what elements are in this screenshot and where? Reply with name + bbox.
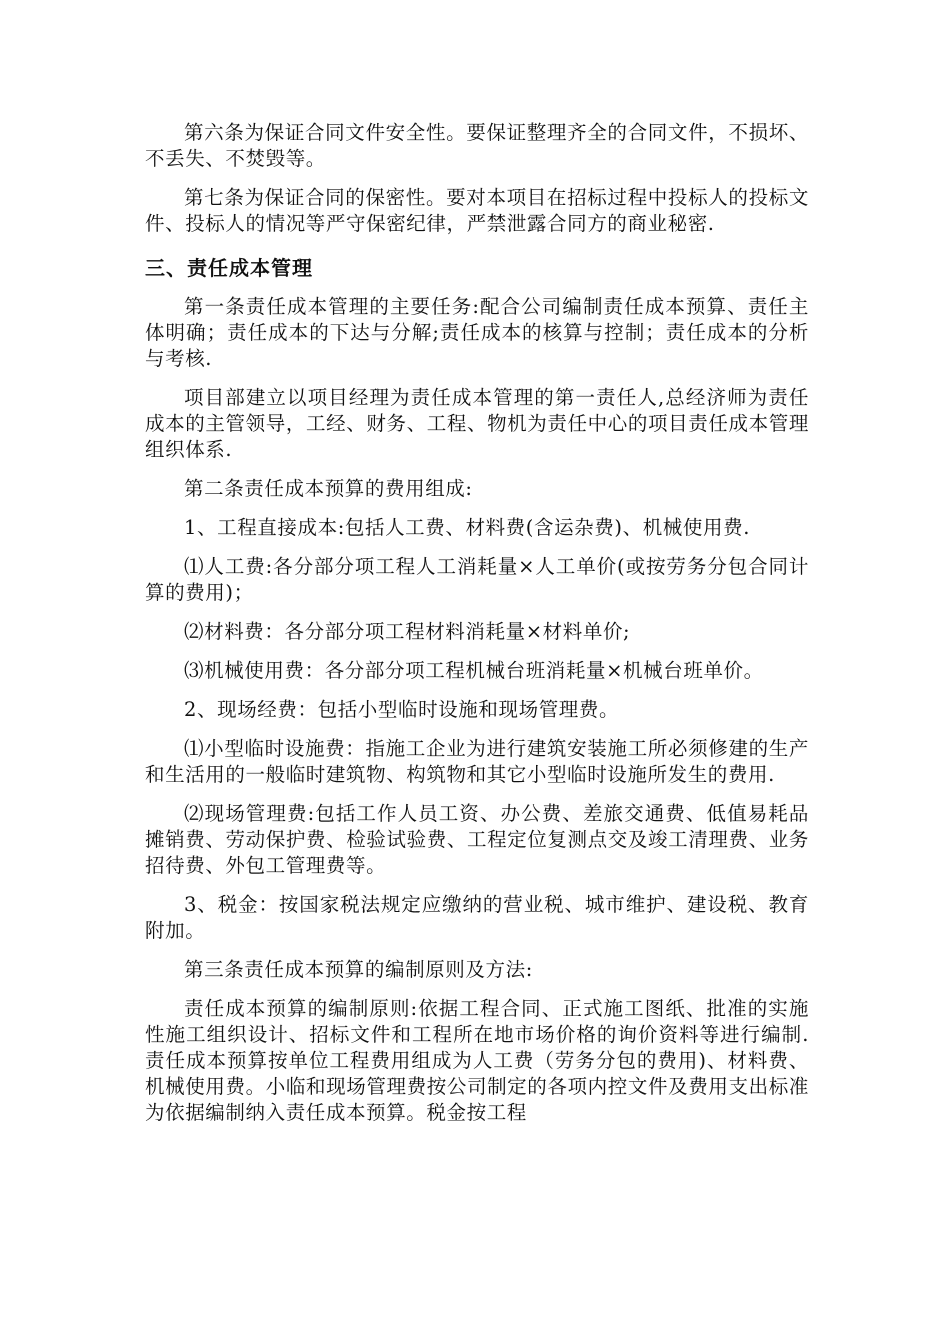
paragraph-cost-article-2: 第二条责任成本预算的费用组成: bbox=[184, 477, 473, 500]
paragraph-article-7: 第七条为保证合同的保密性。要对本项目在招标过程中投标人的投标文件、投标人的情况等严守保密纪律，严禁泄露合同方的商业秘密. bbox=[145, 186, 809, 235]
paragraph-article-6: 第六条为保证合同文件安全性。要保证整理齐全的合同文件，不损坏、不丢失、不焚毁等。 bbox=[145, 121, 809, 170]
paragraph-material-cost: ⑵材料费：各分部分项工程材料消耗量×材料单价; bbox=[184, 620, 631, 643]
paragraph-site-expenses: 2、现场经费：包括小型临时设施和现场管理费。 bbox=[184, 698, 620, 721]
paragraph-machine-cost: ⑶机械使用费：各分部分项工程机械台班消耗量×机械台班单价。 bbox=[184, 659, 764, 682]
paragraph-cost-article-1: 第一条责任成本管理的主要任务:配合公司编制责任成本预算、责任主体明确；责任成本的下达与分解;责任成本的核算与控制；责任成本的分析与考核. bbox=[145, 295, 809, 370]
paragraph-cost-article-3: 第三条责任成本预算的编制原则及方法: bbox=[184, 958, 533, 981]
paragraph-labor-cost: ⑴人工费:各分部分项工程人工消耗量×人工单价(或按劳务分包合同计算的费用)； bbox=[145, 555, 809, 604]
paragraph-taxes: 3、税金：按国家税法规定应缴纳的营业税、城市维护、建设税、教育附加。 bbox=[145, 893, 809, 942]
paragraph-temp-facilities: ⑴小型临时设施费：指施工企业为进行建筑安装施工所必须修建的生产和生活用的一般临时建筑物、构筑物和其它小型临时设施所发生的费用. bbox=[145, 737, 809, 786]
paragraph-direct-cost: 1、工程直接成本:包括人工费、材料费(含运杂费)、机械使用费. bbox=[184, 516, 750, 539]
paragraph-site-management: ⑵现场管理费:包括工作人员工资、办公费、差旅交通费、低值易耗品摊销费、劳动保护费、检验试验费、工程定位复测点交及竣工清理费、业务招待费、外包工管理费等。 bbox=[145, 802, 809, 877]
document-page bbox=[145, 120, 809, 1139]
paragraph-organization: 项目部建立以项目经理为责任成本管理的第一责任人,总经济师为责任成本的主管领导，工经、财务、工程、物机为责任中心的项目责任成本管理组织体系. bbox=[145, 386, 809, 461]
paragraph-budget-principles: 责任成本预算的编制原则:依据工程合同、正式施工图纸、批准的实施性施工组织设计、招标文件和工程所在地市场价格的询价资料等进行编制.责任成本预算按单位工程费用组成为人工费（劳务分包的费用)、材料费、机械使用费。小临和现场管理费按公司制定的各项内控文件及费用支出标准为依据编制纳入责任成本预算。税金按工程 bbox=[145, 997, 809, 1124]
section-heading: 三、责任成本管理 bbox=[145, 256, 313, 280]
